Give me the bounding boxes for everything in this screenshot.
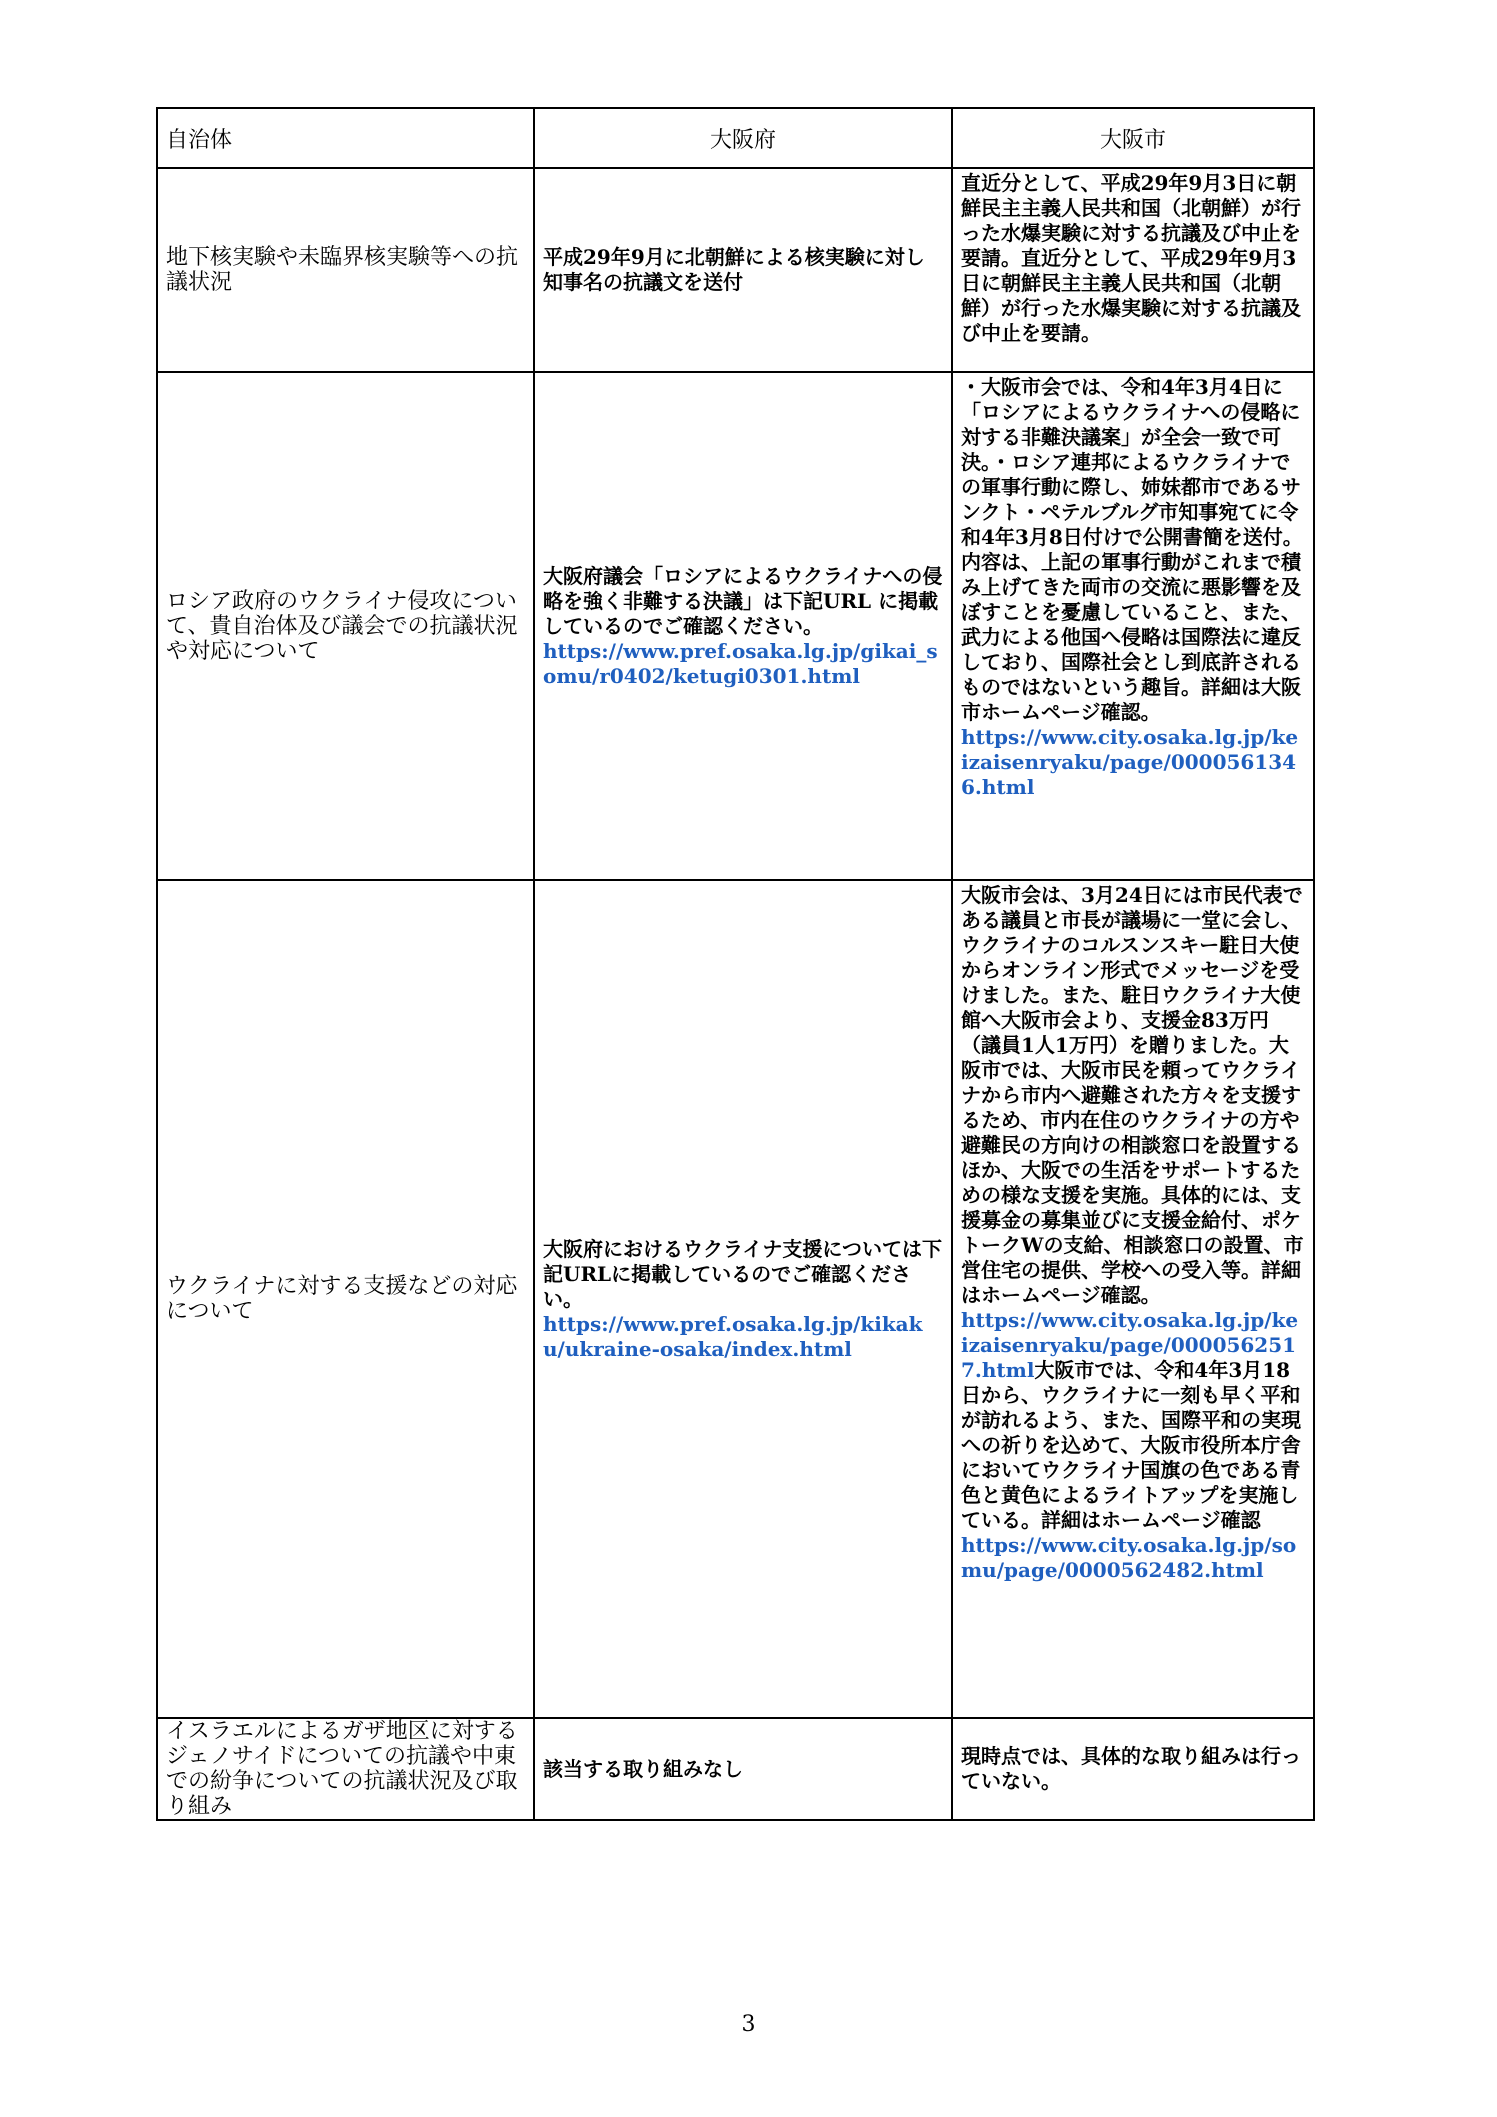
row-label: ロシア政府のウクライナ侵攻について、貴自治体及び議会での抗議状況や対応について: [157, 372, 534, 880]
osaka-city-cell: [952, 372, 1314, 880]
osaka-pref-cell: 平成29年9月に北朝鮮による核実験に対し知事名の抗議文を送付: [534, 168, 952, 372]
osaka-city-link-2[interactable]: https://www.city.osaka.lg.jp/somu/page/0000562482.html: [961, 1533, 1297, 1582]
osaka-pref-text: 大阪府におけるウクライナ支援については下記URLに掲載しているのでご確認ください。: [543, 1236, 942, 1311]
osaka-city-link-1[interactable]: https://www.city.osaka.lg.jp/keizaisenryaku/page/0000562517.html: [961, 1308, 1299, 1382]
comparison-table: [156, 107, 1315, 1821]
row-label: イスラエルによるガザ地区に対するジェノサイドについての抗議や中東での紛争についての抗議状況及び取り組み: [157, 1718, 534, 1820]
header-osaka-prefecture: 大阪府: [534, 108, 952, 168]
osaka-pref-text: 大阪府議会「ロシアによるウクライナへの侵略を強く非難する決議」は下記URL に掲載しているのでご確認ください。: [543, 563, 943, 638]
osaka-city-cell: 現時点では、具体的な取り組みは行っていない。: [952, 1718, 1314, 1820]
osaka-city-text-1: 大阪市会は、3月24日には市民代表である議員と市長が議場に一堂に会し、ウクライナのコルスンスキー駐日大使からオンライン形式でメッセージを受けました。また、駐日ウクライナ大使館へ大阪市会より、支援金83万円（議員1人1万円）を贈りました。大阪市では、大阪市民を頼ってウクライナから市内へ避難された方々を支援するため、市内在住のウクライナの方や避難民の方向けの相談窓口を設置するほか、大阪での生活をサポートするための様な支援を実施。具体的には、支援募金の募集並びに支援金給付、ポケトークWの支給、相談窓口の設置、市営住宅の提供、学校への受入等。詳細はホームページ確認。: [961, 883, 1304, 1307]
osaka-pref-cell: [534, 372, 952, 880]
table-row: [157, 880, 1314, 1718]
header-osaka-city: 大阪市: [952, 108, 1314, 168]
row-label: 地下核実験や未臨界核実験等への抗議状況: [157, 168, 534, 372]
osaka-pref-cell: 該当する取り組みなし: [534, 1718, 952, 1820]
osaka-city-link[interactable]: https://www.city.osaka.lg.jp/keizaisenryaku/page/0000561346.html: [961, 725, 1299, 799]
osaka-city-text-2: 大阪市では、令和4年3月18日から、ウクライナに一刻も早く平和が訪れるよう、また、国際平和の実現への祈りを込めて、大阪市役所本庁舎においてウクライナ国旗の色である青色と黄色によるライトアップを実施している。詳細はホームページ確認: [961, 1358, 1301, 1532]
osaka-city-cell: 直近分として、平成29年9月3日に朝鮮民主主義人民共和国（北朝鮮）が行った水爆実験に対する抗議及び中止を要請。直近分として、平成29年9月3日に朝鮮民主主義人民共和国（北朝鮮）が行った水爆実験に対する抗議及び中止を要請。: [952, 168, 1314, 372]
row-label: ウクライナに対する支援などの対応について: [157, 880, 534, 1718]
osaka-pref-link[interactable]: https://www.pref.osaka.lg.jp/gikai_somu/r0402/ketugi0301.html: [543, 638, 938, 688]
osaka-pref-link[interactable]: https://www.pref.osaka.lg.jp/kikaku/ukraine-osaka/index.html: [543, 1311, 923, 1361]
table-row: [157, 168, 1314, 372]
table-header-row: [157, 108, 1314, 168]
table-row: [157, 1718, 1314, 1820]
table-row: [157, 372, 1314, 880]
osaka-city-text-2-wrap: [961, 1308, 1305, 1533]
page-number: 3: [741, 2012, 756, 2037]
osaka-pref-cell: [534, 880, 952, 1718]
header-municipality: 自治体: [157, 108, 534, 168]
osaka-city-text: ・大阪市会では、令和4年3月4日に「ロシアによるウクライナへの侵略に対する非難決議案」が全会一致で可決。・ロシア連邦によるウクライナでの軍事行動に際し、姉妹都市であるサンクト・ペテルブルグ市知事宛てに令和4年3月8日付けで公開書簡を送付。内容は、上記の軍事行動がこれまで積み上げてきた両市の交流に悪影響を及ぼすことを憂慮していること、また、武力による他国へ侵略は国際法に違反しており、国際社会とし到底許されるものではないという趣旨。詳細は大阪市ホームページ確認。: [961, 375, 1303, 724]
osaka-city-cell: [952, 880, 1314, 1718]
